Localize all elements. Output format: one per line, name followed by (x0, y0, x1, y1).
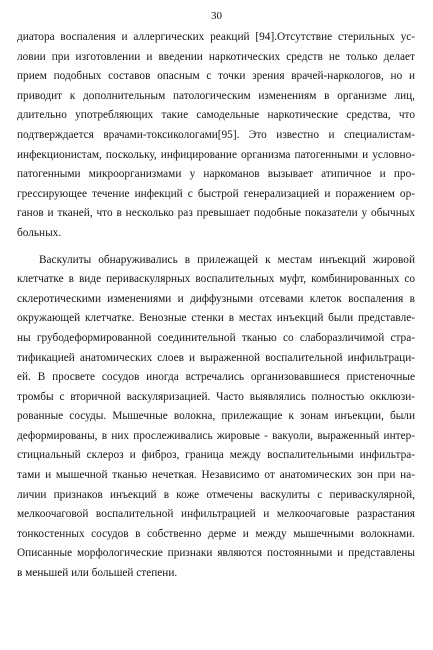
paragraph-gap (17, 244, 415, 251)
page-number: 30 (211, 10, 222, 22)
text-line: окружающей клетчатке. Венозные стенки в местах инъекций были представле- (17, 312, 415, 325)
text-line: ей. В просвете сосудов иногда встречались организовавшиеся пристеночные (17, 371, 415, 384)
text-line: патогенными микроорганизмами у наркоманов вызывает атипичное и про- (17, 168, 415, 181)
text-line: Описанные морфологические признаки являются постоянными и представлены (17, 547, 415, 560)
paragraph-1 (17, 28, 415, 244)
text-line: рованные сосуды. Мышечные волокна, прилежащие к зонам инъекции, были (17, 410, 415, 423)
text-line: стициальный склероз и фиброз, граница между воспалительными инфильтра- (17, 449, 415, 462)
text-line: прием подобных составов опасным с точки зрения врачей-наркологов, но и (17, 70, 415, 83)
text-line: подтверждается врачами-токсикологами[95]. Это известно и специалистам- (17, 128, 415, 141)
paragraph-2 (17, 251, 415, 584)
text-line: клетчатке в виде периваскулярных воспалительных муфт, комбинированных со (17, 273, 415, 286)
text-line: диатора воспаления и аллергических реакций [94].Отсутствие стерильных ус- (17, 31, 415, 43)
text-line: грессирующее течение инфекций с быстрой генерализацией и поражением ор- (17, 187, 415, 200)
document-body (17, 28, 415, 584)
text-line: ны грубодеформированной соединительной тканью со слаборазличимой стра- (17, 331, 415, 344)
text-line: тромбы с вторичной васкуляризацией. Часто выявлялись полностью окклюзи- (17, 390, 415, 403)
text-line: ловии при изготовлении и введении наркотических средств не только делает (17, 50, 415, 63)
text-line: тификацией анатомических слоев и выраженной воспалительной инфильтраци- (17, 351, 415, 364)
text-line: тами и мышечной тканью нечеткая. Независимо от анатомических зон при на- (17, 469, 415, 482)
text-line: длительно употребляющих такие самодельные наркотические средства, что (17, 109, 415, 122)
text-line: Васкулиты обнаруживались в прилежащей к местам инъекций жировой (39, 253, 415, 266)
text-line: мелкоочаговой воспалительной инфильтрацией и мелкоочаговые разрастания (17, 508, 415, 521)
text-line: в меньшей или большей степени. (17, 567, 178, 580)
text-line: ганов и тканей, что в несколько раз превышает подобные показатели у обычных (17, 207, 415, 220)
text-line: личии признаков инъекций в коже отмечены васкулиты с периваскулярной, (17, 488, 415, 501)
text-line: приводит к дополнительным патологическим изменениям в организме лиц, (17, 89, 415, 102)
text-line: тонкостенных сосудов в собственно дерме и между мышечными волокнами. (17, 527, 415, 540)
text-line: склеротическими изменениями и диффузными отсевами клеток воспаления в (17, 292, 415, 305)
text-line: деформированы, в них прослеживались жировые - вакуоли, выраженный интер- (17, 429, 415, 442)
text-line: больных. (17, 226, 62, 239)
text-line: инфекционистам, поскольку, инфицирование организма патогенными и условно- (17, 148, 415, 161)
